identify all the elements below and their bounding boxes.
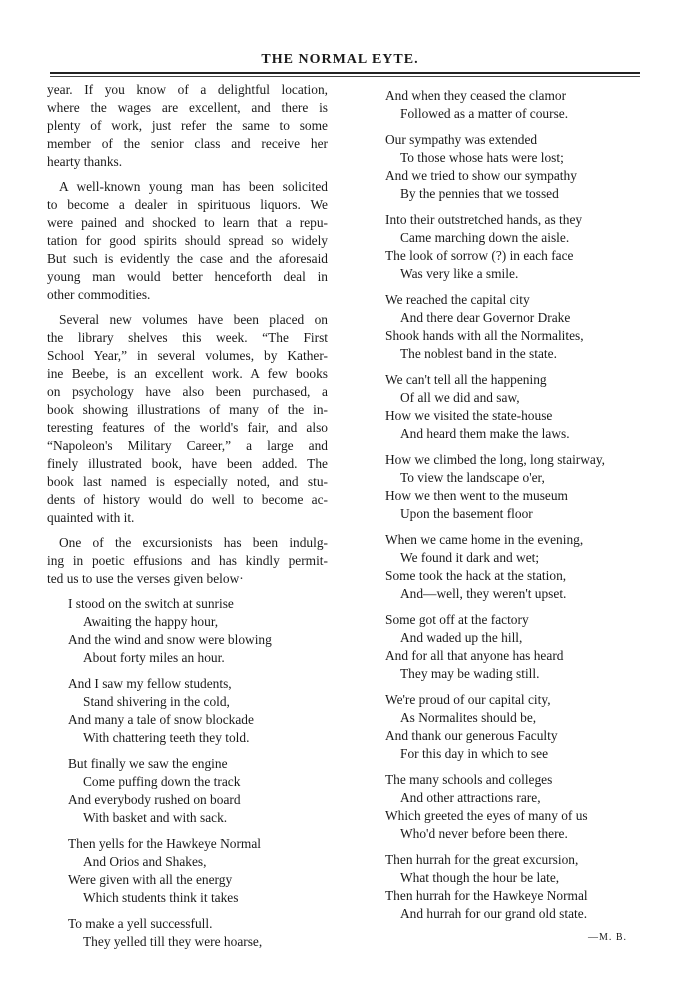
poem-line: How we visited the state-house xyxy=(385,408,553,423)
paragraph xyxy=(47,311,328,527)
poem-part-2 xyxy=(385,87,645,923)
poem-stanza xyxy=(385,771,645,843)
poem-line: And hurrah for our grand old state. xyxy=(400,906,588,921)
text-line: book showing illustrations of many of the in- xyxy=(47,402,328,417)
poem-stanza xyxy=(68,675,328,747)
text-line: were pained and shocked to learn that a repu- xyxy=(47,215,328,230)
poem-line: Was very like a smile. xyxy=(400,266,519,281)
poem-stanza xyxy=(68,595,328,667)
page-header: THE NORMAL EYTE. xyxy=(261,52,419,67)
poem-line: And I saw my fellow students, xyxy=(68,676,232,691)
poem-line: With basket and with sack. xyxy=(83,810,228,825)
text-line: tation for good spirits should spread so widely xyxy=(47,233,328,248)
poem-line: Of all we did and saw, xyxy=(400,390,520,405)
poem-line: To make a yell successfull. xyxy=(68,916,213,931)
poem-line: Stand shivering in the cold, xyxy=(83,694,230,709)
poem-stanza xyxy=(385,211,645,283)
text-line: ing in poetic effusions and has kindly permit- xyxy=(47,553,328,568)
poem-line: When we came home in the evening, xyxy=(385,532,584,547)
text-line: finely illustrated book, have been added. The xyxy=(47,456,328,471)
poem-line: With chattering teeth they told. xyxy=(83,730,250,745)
text-line: the library shelves this week. “The First xyxy=(47,330,328,345)
text-line: member of the senior class and receive her xyxy=(47,136,328,151)
poem-line: And Orios and Shakes, xyxy=(83,854,207,869)
signature: —M. B. xyxy=(587,932,627,943)
text-line: Several new volumes have been placed on xyxy=(59,312,328,327)
text-line: other commodities. xyxy=(47,287,151,302)
header-rule xyxy=(50,72,640,74)
paragraph xyxy=(47,534,328,588)
poem-line: And the wind and snow were blowing xyxy=(68,632,272,647)
text-line: “Napoleon's Military Career,” a large and xyxy=(47,438,328,453)
poem-line: Some got off at the factory xyxy=(385,612,529,627)
paragraph xyxy=(47,81,328,171)
poem-line: Some took the hack at the station, xyxy=(385,568,567,583)
poem-stanza xyxy=(68,835,328,907)
header-rule-thin xyxy=(50,76,640,77)
poem-line: And there dear Governor Drake xyxy=(400,310,571,325)
poem-line: And everybody rushed on board xyxy=(68,792,241,807)
poem-line: And heard them make the laws. xyxy=(400,426,570,441)
text-line: plenty of work, just refer the same to some xyxy=(47,118,328,133)
poem-line: And for all that anyone has heard xyxy=(385,648,564,663)
poem-line: We reached the capital city xyxy=(385,292,530,307)
poem-line: Into their outstretched hands, as they xyxy=(385,212,583,227)
poem-line: They may be wading still. xyxy=(400,666,540,681)
poem-line: We found it dark and wet; xyxy=(400,550,540,565)
poem-line: Awaiting the happy hour, xyxy=(83,614,219,629)
poem-stanza xyxy=(385,851,645,923)
poem-line: Which greeted the eyes of many of us xyxy=(385,808,588,823)
poem-line: As Normalites should be, xyxy=(400,710,537,725)
poem-line: And waded up the hill, xyxy=(400,630,523,645)
poem-line: And when they ceased the clamor xyxy=(385,88,567,103)
poem-stanza xyxy=(385,87,645,123)
poem-line: And—well, they weren't upset. xyxy=(400,586,567,601)
poem-line: Came marching down the aisle. xyxy=(400,230,570,245)
poem-stanza xyxy=(68,755,328,827)
text-line: ine Beebe, is an excellent work. A few books xyxy=(47,366,328,381)
poem-line: Then hurrah for the Hawkeye Normal xyxy=(385,888,588,903)
poem-line: What though the hour be late, xyxy=(400,870,560,885)
poem-line: For this day in which to see xyxy=(400,746,549,761)
poem-line: The noblest band in the state. xyxy=(400,346,557,361)
poem-line: And thank our generous Faculty xyxy=(385,728,558,743)
poem-line: Which students think it takes xyxy=(83,890,239,905)
poem-line: Were given with all the energy xyxy=(68,872,233,887)
poem-line: Who'd never before been there. xyxy=(400,826,568,841)
poem-part-1 xyxy=(68,595,328,951)
text-line: But such is evidently the case and the aforesaid xyxy=(47,251,328,266)
poem-line: The many schools and colleges xyxy=(385,772,553,787)
poem-line: We can't tell all the happening xyxy=(385,372,547,387)
text-line: dents of history would do well to become ac- xyxy=(47,492,328,507)
poem-line: But finally we saw the engine xyxy=(68,756,228,771)
poem-stanza xyxy=(385,451,645,523)
text-line: School Year,” in several volumes, by Kather- xyxy=(47,348,328,363)
poem-stanza xyxy=(385,131,645,203)
poem-line: We're proud of our capital city, xyxy=(385,692,551,707)
text-line: on psychology have also been purchased, a xyxy=(47,384,328,399)
poem-line: And many a tale of snow blockade xyxy=(68,712,254,727)
text-line: One of the excursionists has been indulg- xyxy=(59,535,328,550)
poem-stanza xyxy=(385,371,645,443)
poem-line: And we tried to show our sympathy xyxy=(385,168,577,183)
poem-stanza xyxy=(385,691,645,763)
text-line: year. If you know of a delightful location, xyxy=(47,82,328,97)
poem-line: Our sympathy was extended xyxy=(385,132,538,147)
paragraph xyxy=(47,178,328,304)
text-line: where the wages are excellent, and there is xyxy=(47,100,328,115)
right-column xyxy=(385,87,645,947)
poem-stanza xyxy=(385,531,645,603)
text-line: A well-known young man has been solicited xyxy=(59,179,328,194)
text-line: teresting features of the world's fair, and also xyxy=(47,420,328,435)
poem-line: Shook hands with all the Normalites, xyxy=(385,328,584,343)
poem-line: Then hurrah for the great excursion, xyxy=(385,852,579,867)
poem-line: Then yells for the Hawkeye Normal xyxy=(68,836,261,851)
poem-line: To those whose hats were lost; xyxy=(400,150,564,165)
poem-line: Followed as a matter of course. xyxy=(400,106,569,121)
text-line: quainted with it. xyxy=(47,510,135,525)
poem-line: Upon the basement floor xyxy=(400,506,533,521)
text-line: book last named is especially noted, and stu- xyxy=(47,474,328,489)
poem-line: How we then went to the museum xyxy=(385,488,568,503)
poem-line: I stood on the switch at sunrise xyxy=(68,596,234,611)
text-line: ted us to use the verses given below· xyxy=(47,571,244,586)
text-line: young man would better henceforth deal in xyxy=(47,269,328,284)
poem-stanza xyxy=(385,611,645,683)
poem-line: They yelled till they were hoarse, xyxy=(83,934,263,949)
left-column xyxy=(47,81,328,959)
poem-stanza xyxy=(385,291,645,363)
poem-line: The look of sorrow (?) in each face xyxy=(385,248,574,263)
left-paragraphs xyxy=(47,81,328,588)
poem-line: How we climbed the long, long stairway, xyxy=(385,452,606,467)
poem-line: Come puffing down the track xyxy=(83,774,241,789)
poem-line: By the pennies that we tossed xyxy=(400,186,559,201)
poem-line: And other attractions rare, xyxy=(400,790,541,805)
text-line: to become a dealer in spirituous liquors. We xyxy=(47,197,328,212)
poem-stanza xyxy=(68,915,328,951)
text-line: hearty thanks. xyxy=(47,154,123,169)
poem-line: About forty miles an hour. xyxy=(83,650,225,665)
poem-line: To view the landscape o'er, xyxy=(400,470,545,485)
